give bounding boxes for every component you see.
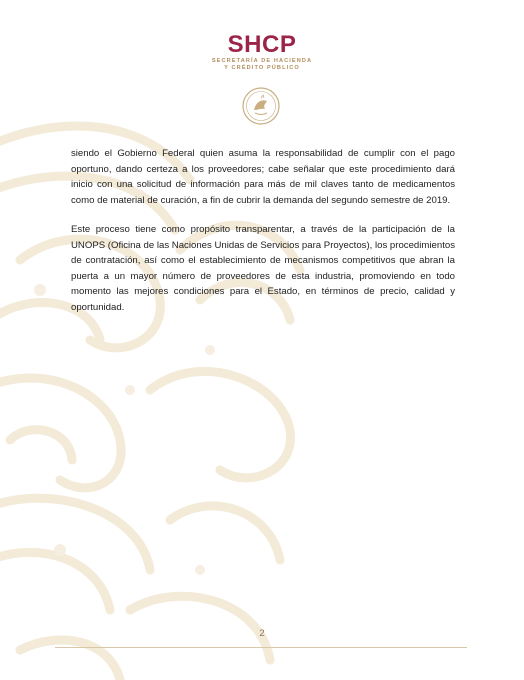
logo-title: SHCP: [227, 31, 297, 58]
paragraph: Este proceso tiene como propósito transparentar, a través de la participación de la UNOPS (Oficina de las Naciones Unidas de Servicios para Proyectos), los procedimientos de contratación, así como el establecimiento de mecanismos competitivos que abran la puerta a un mayor número de proveedores de esta industria, promoviendo en todo momento las mejores condiciones para el Estado, en términos de precio, calidad y oportunidad.: [71, 224, 455, 313]
body-text: [71, 146, 455, 329]
page-number: 2: [259, 628, 265, 639]
logo-subtitle-line1: SECRETARÍA DE HACIENDA: [211, 58, 313, 64]
logo-subtitle-line2: Y CRÉDITO PÚBLICO: [224, 65, 300, 71]
shcp-logo: [0, 32, 524, 72]
footer-divider: [55, 647, 467, 648]
national-seal-icon: [241, 86, 281, 126]
paragraph: siendo el Gobierno Federal quien asuma la responsabilidad de cumplir con el pago oportuno, dando certeza a los proveedores; cabe señalar que este procedimiento dará inicio con una solicitud de información para más de mil claves tanto de medicamentos como de material de curación, a fin de cubrir la demanda del segundo semestre de 2019.: [71, 148, 455, 206]
